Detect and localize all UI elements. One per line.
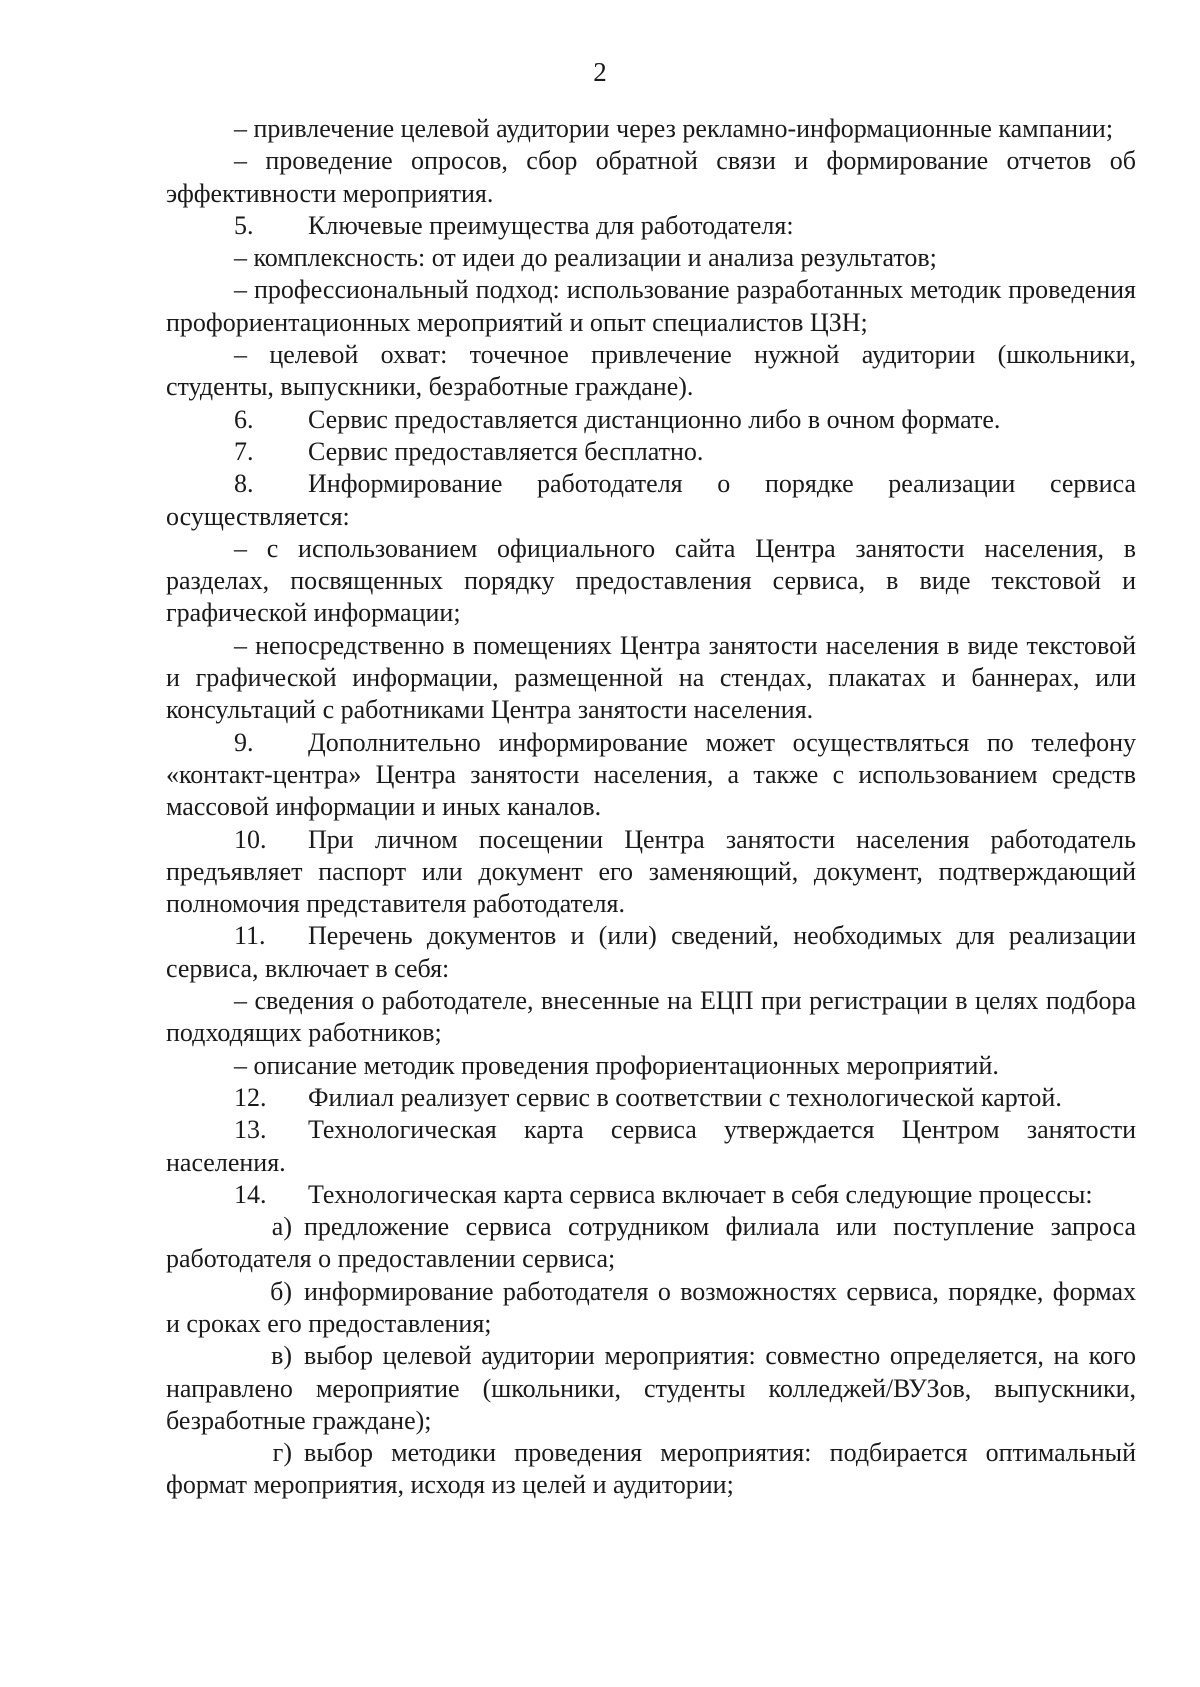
paragraph-14g: г) выбор методики проведения мероприятия: подбирается оптимальный формат мероприятия, исходя из целей и аудитории; bbox=[166, 1438, 1136, 1500]
paragraph-14b: б) информирование работодателя о возможностях сервиса, порядке, формах и сроках его предоставления; bbox=[166, 1276, 1136, 1338]
item-number: 6. bbox=[234, 404, 254, 434]
page-number: 2 bbox=[593, 57, 607, 87]
item-number: 10. bbox=[234, 824, 267, 854]
paragraph-7: 7. Сервис предоставляется бесплатно. bbox=[166, 436, 1136, 468]
item-number: 13. bbox=[234, 1115, 267, 1145]
paragraph-14v: в) выбор целевой аудитории мероприятия: совместно определяется, на кого направлено мероприятие (школьники, студенты колледжей/ВУЗов, выпускники, безработные граждане); bbox=[166, 1341, 1136, 1435]
item-number: 5. bbox=[234, 210, 254, 240]
item-letter: г) bbox=[272, 1438, 292, 1468]
paragraph-14a: а) предложение сервиса сотрудником филиала или поступление запроса работодателя о предоставлении сервиса; bbox=[166, 1212, 1136, 1274]
item-number: 11. bbox=[234, 921, 266, 951]
item-number: 14. bbox=[234, 1179, 267, 1209]
paragraph-6: 6. Сервис предоставляется дистанционно либо в очном формате. bbox=[166, 404, 1136, 436]
paragraph-bullet-surveys: – проведение опросов, сбор обратной связи и формирование отчетов об эффективности мероприятия. bbox=[166, 146, 1136, 208]
item-number: 7. bbox=[234, 436, 254, 466]
paragraph-13: 13. Технологическая карта сервиса утверждается Центром занятости населения. bbox=[166, 1115, 1136, 1177]
paragraph-11: 11. Перечень документов и (или) сведений, необходимых для реализации сервиса, включает в себя: bbox=[166, 921, 1136, 983]
document-body bbox=[166, 113, 1136, 1502]
paragraph-bullet-methods: – описание методик проведения профориентационных мероприятий. bbox=[234, 1050, 999, 1080]
item-letter: а) bbox=[271, 1212, 292, 1242]
paragraph-8: 8. Информирование работодателя о порядке реализации сервиса осуществляется: bbox=[166, 469, 1136, 531]
paragraph-bullet-employer-info: – сведения о работодателе, внесенные на ЕЦП при регистрации в целях подбора подходящих работников; bbox=[166, 986, 1136, 1048]
paragraph-bullet-target: – целевой охват: точечное привлечение нужной аудитории (школьники, студенты, выпускники, безработные граждане). bbox=[166, 340, 1136, 402]
paragraph-10: 10. При личном посещении Центра занятости населения работодатель предъявляет паспорт или документ его заменяющий, документ, подтверждающий полномочия представителя работодателя. bbox=[166, 824, 1136, 919]
paragraph-bullet-premises: – непосредственно в помещениях Центра занятости населения в виде текстовой и графической информации, размещенной на стендах, плакатах и баннерах, или консультаций с работниками Центра занятости населения. bbox=[166, 630, 1136, 725]
item-number: 8. bbox=[234, 469, 254, 499]
item-number: 12. bbox=[234, 1082, 267, 1112]
item-letter: в) bbox=[271, 1341, 292, 1371]
paragraph-bullet-complexity: – комплексность: от идеи до реализации и анализа результатов; bbox=[234, 243, 937, 273]
item-number: 9. bbox=[234, 727, 254, 757]
paragraph-bullet-campaigns: – привлечение целевой аудитории через рекламно-информационные кампании; bbox=[234, 114, 1114, 143]
paragraph-bullet-website: – с использованием официального сайта Центра занятости населения, в разделах, посвященных порядку предоставления сервиса, в виде текстовой и графической информации; bbox=[166, 533, 1136, 628]
paragraph-12: 12. Филиал реализует сервис в соответствии с технологической картой. bbox=[166, 1082, 1136, 1114]
item-letter: б) bbox=[270, 1276, 292, 1306]
paragraph-14: 14. Технологическая карта сервиса включает в себя следующие процессы: bbox=[166, 1179, 1136, 1211]
paragraph-5: 5. Ключевые преимущества для работодателя: bbox=[166, 210, 1136, 242]
paragraph-9: 9. Дополнительно информирование может осуществляться по телефону «контакт-центра» Центра занятости населения, а также с использованием средств массовой информации и иных каналов. bbox=[166, 727, 1136, 822]
paragraph-bullet-professional: – профессиональный подход: использование разработанных методик проведения профориентационных мероприятий и опыт специалистов ЦЗН; bbox=[166, 275, 1136, 337]
